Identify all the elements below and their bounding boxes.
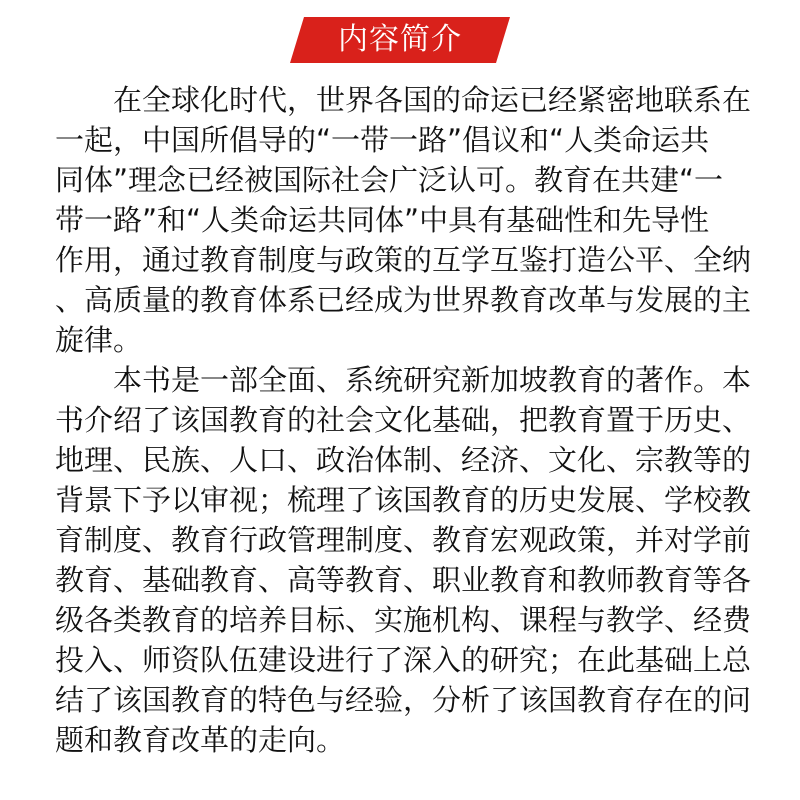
paragraph-2-line-8: 投入、师资队伍建设进行了深入的研究；在此基础上总 xyxy=(55,643,752,677)
paragraph-2-line-9: 结了该国教育的特色与经验，分析了该国教育存在的问 xyxy=(55,683,752,717)
paragraph-2-line-2: 书介绍了该国教育的社会文化基础，把教育置于历史、 xyxy=(55,403,752,437)
paragraph-2-line-3: 地理、民族、人口、政治体制、经济、文化、宗教等的 xyxy=(55,443,752,477)
paragraph-2-line-10: 题和教育改革的走向。 xyxy=(55,723,346,757)
paragraph-1-line-3: 同体”理念已经被国际社会广泛认可。教育在共建“一 xyxy=(55,163,724,197)
paragraph-1-line-4: 带一路”和“人类命运共同体”中具有基础性和先导性 xyxy=(55,203,710,237)
intro-body xyxy=(55,80,755,760)
paragraph-2-line-7: 级各类教育的培养目标、实施机构、课程与教学、经费 xyxy=(55,603,752,637)
paragraph-1-line-1: 在全球化时代，世界各国的命运已经紧密地联系在 xyxy=(113,83,752,117)
paragraph-1-line-5: 作用，通过教育制度与政策的互学互鉴打造公平、全纳 xyxy=(55,243,752,277)
paragraph-2-line-5: 育制度、教育行政管理制度、教育宏观政策，并对学前 xyxy=(55,523,752,557)
paragraph-1-line-2: 一起，中国所倡导的“一带一路”倡议和“人类命运共 xyxy=(55,123,710,157)
paragraph-1-line-6: 、高质量的教育体系已经成为世界教育改革与发展的主 xyxy=(55,283,752,317)
section-title: 内容简介 xyxy=(338,22,462,57)
paragraph-2-line-4: 背景下予以审视；梳理了该国教育的历史发展、学校教 xyxy=(55,483,752,517)
paragraph-1-line-7: 旋律。 xyxy=(55,323,143,357)
paragraph-2-line-6: 教育、基础教育、高等教育、职业教育和教师教育等各 xyxy=(55,563,752,597)
paragraph-2-line-1: 本书是一部全面、系统研究新加坡教育的著作。本 xyxy=(113,363,752,397)
